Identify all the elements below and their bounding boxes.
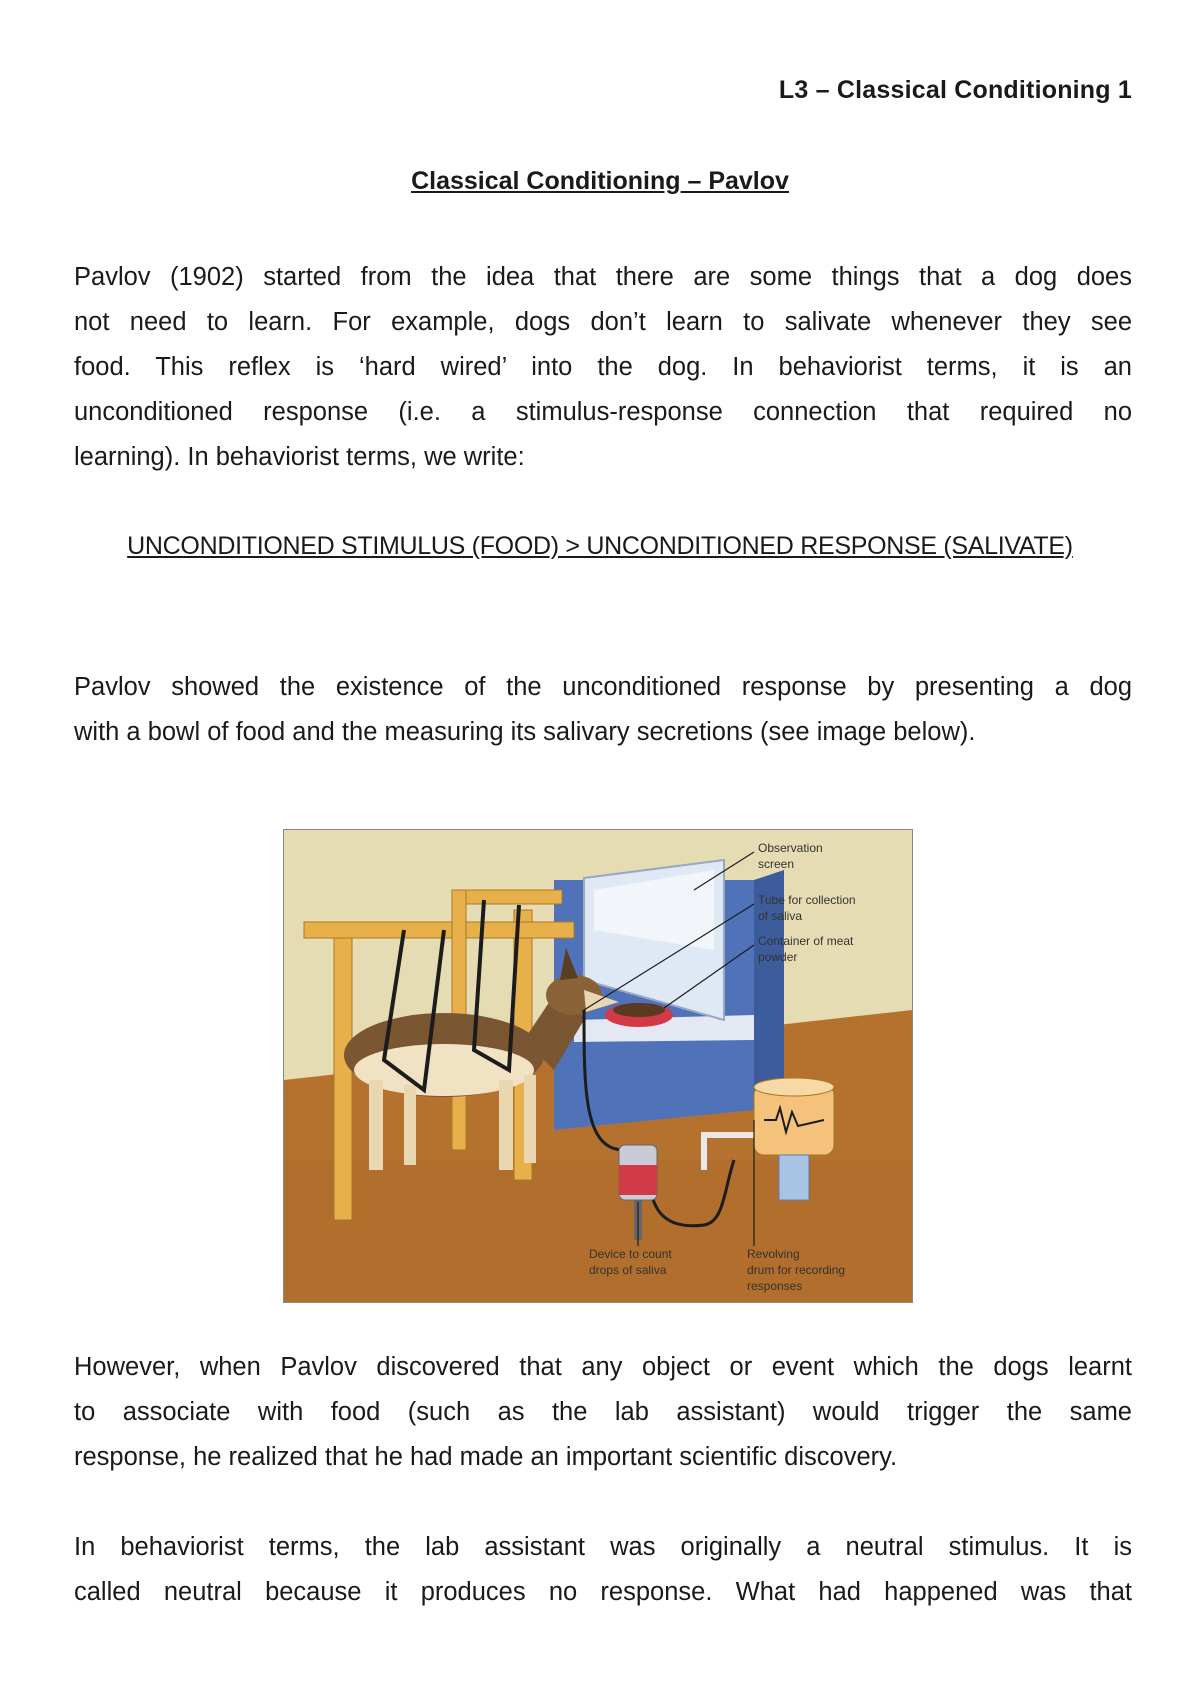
paragraph-line: unconditioned response (i.e. a stimulus-response connection that required no <box>74 398 1132 426</box>
label-saliva-tube: of saliva <box>758 909 803 923</box>
experiment-illustration <box>284 830 912 1302</box>
label-drop-counter: drops of saliva <box>589 1263 667 1277</box>
paragraph-line: not need to learn. For example, dogs don’t learn to salivate whenever they see <box>74 308 1132 336</box>
label-meat-container: powder <box>758 950 798 964</box>
paragraph-discovery <box>74 1345 1132 1480</box>
paragraph-line: Pavlov showed the existence of the unconditioned response by presenting a dog <box>74 673 1132 701</box>
paragraph-demonstration <box>74 665 1132 755</box>
paragraph-line: called neutral because it produces no response. What had happened was that <box>74 1578 1132 1606</box>
paragraph-line: to associate with food (such as the lab assistant) would trigger the same <box>74 1398 1132 1426</box>
label-observation-screen: screen <box>758 857 795 871</box>
paragraph-line: In behaviorist terms, the lab assistant was originally a neutral stimulus. It is <box>74 1533 1132 1561</box>
conditioning-formula: UNCONDITIONED STIMULUS (FOOD) > UNCONDITIONED RESPONSE (SALIVATE) <box>127 532 1073 560</box>
frame-beam <box>304 922 574 938</box>
paragraph-line: with a bowl of food and the measuring its salivary secretions (see image below). <box>74 718 976 746</box>
paragraph-line: Pavlov (1902) started from the idea that there are some things that a dog does <box>74 263 1132 291</box>
label-revolving-drum: Revolving <box>747 1247 800 1261</box>
label-saliva-tube: Tube for collection <box>758 893 856 907</box>
section-title: Classical Conditioning – Pavlov <box>411 167 789 195</box>
lesson-header: L3 – Classical Conditioning 1 <box>778 76 1132 104</box>
paragraph-neutral-stimulus <box>74 1525 1132 1615</box>
paragraph-line: learning). In behaviorist terms, we write: <box>74 443 525 471</box>
paragraph-line: However, when Pavlov discovered that any object or event which the dogs learnt <box>74 1353 1132 1381</box>
frame-post <box>334 930 352 1220</box>
paragraph-line: food. This reflex is ‘hard wired’ into the dog. In behaviorist terms, it is an <box>74 353 1132 381</box>
label-meat-container: Container of meat <box>758 934 854 948</box>
label-revolving-drum: drum for recording <box>747 1263 846 1277</box>
paragraph-line: response, he realized that he had made an important scientific discovery. <box>74 1443 898 1471</box>
label-revolving-drum: responses <box>747 1279 803 1293</box>
label-observation-screen: Observation <box>758 841 823 855</box>
paragraph-intro <box>74 255 1132 480</box>
label-drop-counter: Device to count <box>589 1247 672 1261</box>
pavlov-experiment-figure <box>283 829 913 1303</box>
